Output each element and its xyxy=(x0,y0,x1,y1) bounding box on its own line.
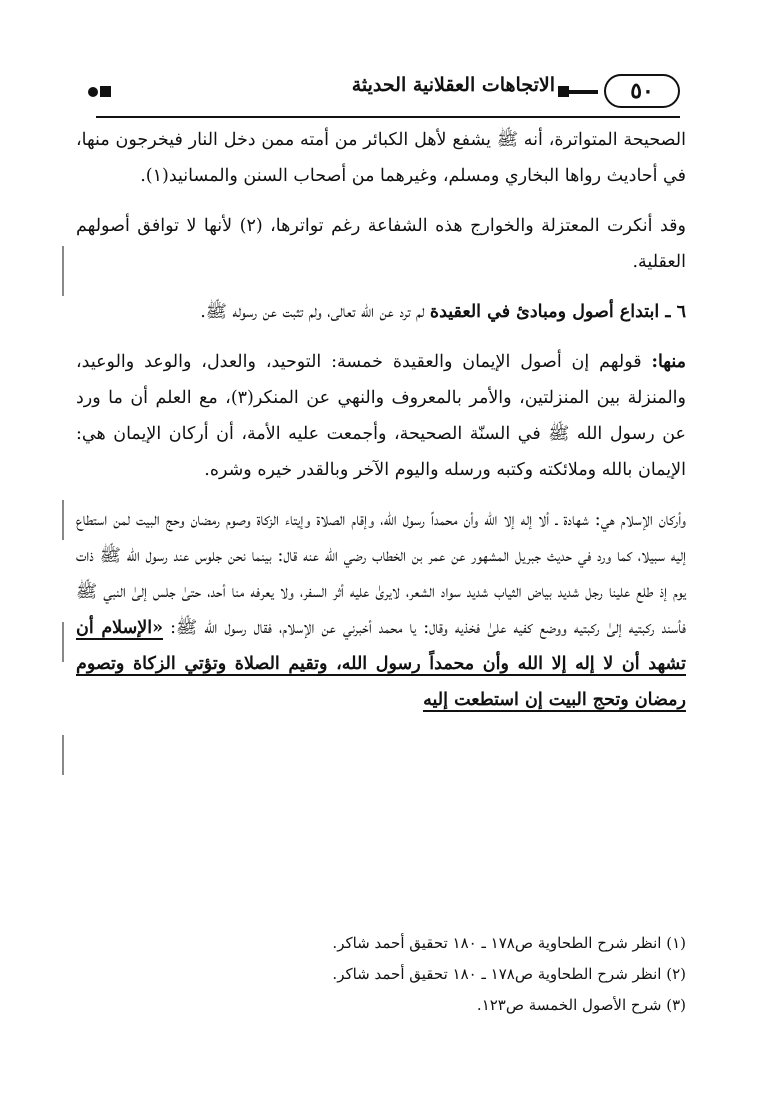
page-header xyxy=(88,70,680,118)
header-ornament-right xyxy=(568,90,598,94)
footnote: (٣) شرح الأصول الخمسة ص١٢٣. xyxy=(476,996,686,1014)
footnote: (١) انظر شرح الطحاوية ص١٧٨ ـ ١٨٠ تحقيق أحمد شاكر. xyxy=(332,934,686,952)
running-title: الاتجاهات العقلانية الحديثة xyxy=(351,74,555,96)
main-text xyxy=(76,122,686,732)
section-heading: ٦ ـ ابتداع أصول ومبادئ في العقيدة xyxy=(429,302,686,322)
paragraph-lead: منها: xyxy=(651,352,686,372)
margin-mark xyxy=(62,500,64,540)
paragraph xyxy=(76,344,686,488)
paragraph-text: قولهم إن أصول الإيمان والعقيدة خمسة: التوحيد، والعدل، والوعد والوعيد، والمنزلة بين المنزلتين، والأمر بالمعروف والنهي عن المنكر(٣)، مع العلم أن ما ورد عن رسول الله ﷺ في السنّة الصحيحة، وأجمعت عليه الأمة، أن أركان الإيمان هي: الإيمان بالله وملائكته وكتبه ورسله واليوم الآخر وبالقدر خيره وشره. xyxy=(76,352,686,480)
paragraph-text: وأركان الإسلام هي: شهادة ـ ألا إله إلا الله وأن محمداً رسول الله، وإقام الصلاة وإيتاء الزكاة وصوم رمضان وحج البيت لمن استطاع إليه سبيلا، كما ورد في حديث جبريل المشهور عن عمر بن الخطاب رضي الله عنه قال: بينما نحن جلوس عند رسول الله ﷺ ذات يوم إذ طلع علينا رجل شديد بياض الثياب شديد سواد الشعر، لايرىٰ عليه أثر السفر، ولا يعرفه منا أحد، حتىٰ جلس إلىٰ النبي ﷺ فأسند ركبتيه إلىٰ ركبتيه ووضع كفيه علىٰ فخذيه وقال: يا محمد أخبرني عن الإسلام، فقال رسول الله ﷺ: xyxy=(76,510,686,638)
footnotes xyxy=(76,928,686,1021)
footnote: (٢) انظر شرح الطحاوية ص١٧٨ ـ ١٨٠ تحقيق أحمد شاكر. xyxy=(332,965,686,983)
page-number-badge xyxy=(604,74,680,108)
page-number: ٥٠ xyxy=(630,78,654,104)
margin-mark xyxy=(62,622,64,662)
paragraph xyxy=(76,502,686,718)
paragraph xyxy=(76,294,686,330)
header-rule xyxy=(96,116,680,118)
margin-mark xyxy=(62,735,64,775)
margin-mark xyxy=(62,246,64,296)
paragraph: الصحيحة المتواترة، أنه ﷺ يشفع لأهل الكبائر من أمته ممن دخل النار فيخرجون منها، في أحاديث رواها البخاري ومسلم، وغيرهما من أصحاب السنن والمسانيد(١). xyxy=(76,130,686,186)
paragraph: وقد أنكرت المعتزلة والخوارج هذه الشفاعة رغم تواترها، (٢) لأنها لا توافق أصولهم العقلية. xyxy=(76,216,686,272)
hadith-quote: «الإسلام أن تشهد أن لا إله إلا الله وأن محمداً رسول الله، وتقيم الصلاة وتؤتي الزكاة وتصوم رمضان وتحج البيت إن استطعت إليه xyxy=(76,618,686,710)
paragraph-text: لم ترد عن الله تعالى، ولم تثبت عن رسوله ﷺ. xyxy=(200,302,430,322)
